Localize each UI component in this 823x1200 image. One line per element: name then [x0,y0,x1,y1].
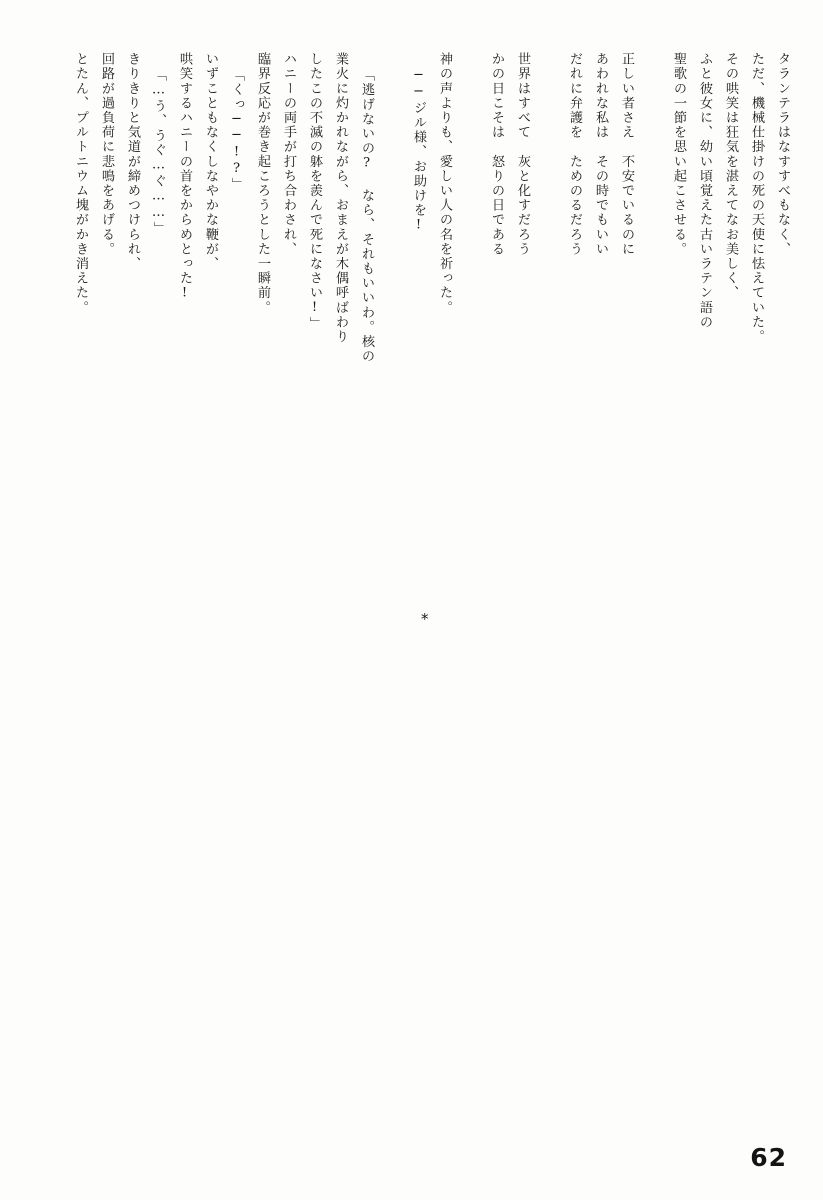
text-column: 正しい者さえ 不安でいるのに [619,52,634,257]
text-column: 臨界反応が巻き起ころうとした一瞬前。 [255,52,270,315]
text-column: かの日こそは 怒りの日である [489,52,504,257]
text-column: 業火に灼かれながら、おまえが木偶呼ばわり [333,52,348,344]
text-column: ただ、機械仕掛けの死の天使に怯えていた。 [749,52,764,344]
text-column: ──ジル様、お助けを! [411,68,426,234]
text-column: 「…う、うぐ…ぐ……」 [151,68,166,236]
text-column: 神の声よりも、愛しい人の名を祈った。 [437,52,452,315]
text-column: 哄笑するハニーの首をからめとった! [177,52,192,302]
text-column: ふと彼女に、幼い頃覚えた古いラテン語の [697,52,712,330]
text-column: だれに弁護を ためのるだろう [567,52,582,257]
text-column: したこの不滅の躰を羨んで死になさい!」 [307,52,322,332]
text-column: いずこともなくしなやかな鞭が、 [203,52,218,271]
text-column: あわれな私は その時でもいい [593,52,608,257]
text-column [0,52,9,1112]
text-column [35,52,61,1112]
section-separator-mark: * [421,610,429,628]
text-column: 世界はすべて 灰と化すだろう [515,52,530,257]
text-column [451,52,477,1112]
text-column: 「逃げないの? なら、それもいいわ。核の [359,68,374,364]
text-column: とたん、プルトニウム塊がかき消えた。 [73,52,88,315]
text-column [529,52,555,1112]
text-column: ハニーの両手が打ち合わされ、 [281,52,296,257]
text-column: きりきりと気道が締めつけられ、 [125,52,140,271]
text-column [633,52,659,1112]
text-column: タランテラはなすすべもなく、 [775,52,790,257]
page-number: 62 [750,1143,787,1172]
text-column: その哄笑は狂気を湛えてなお美しく、 [723,52,738,301]
text-column: 回路が過負荷に悲鳴をあげる。 [99,52,114,257]
text-column: 聖歌の一節を思い起こさせる。 [671,52,686,257]
text-column: 「くっ──!?」 [229,68,244,192]
vertical-text-body [30,52,789,1112]
text-column [9,52,35,1112]
text-column [373,52,399,1112]
